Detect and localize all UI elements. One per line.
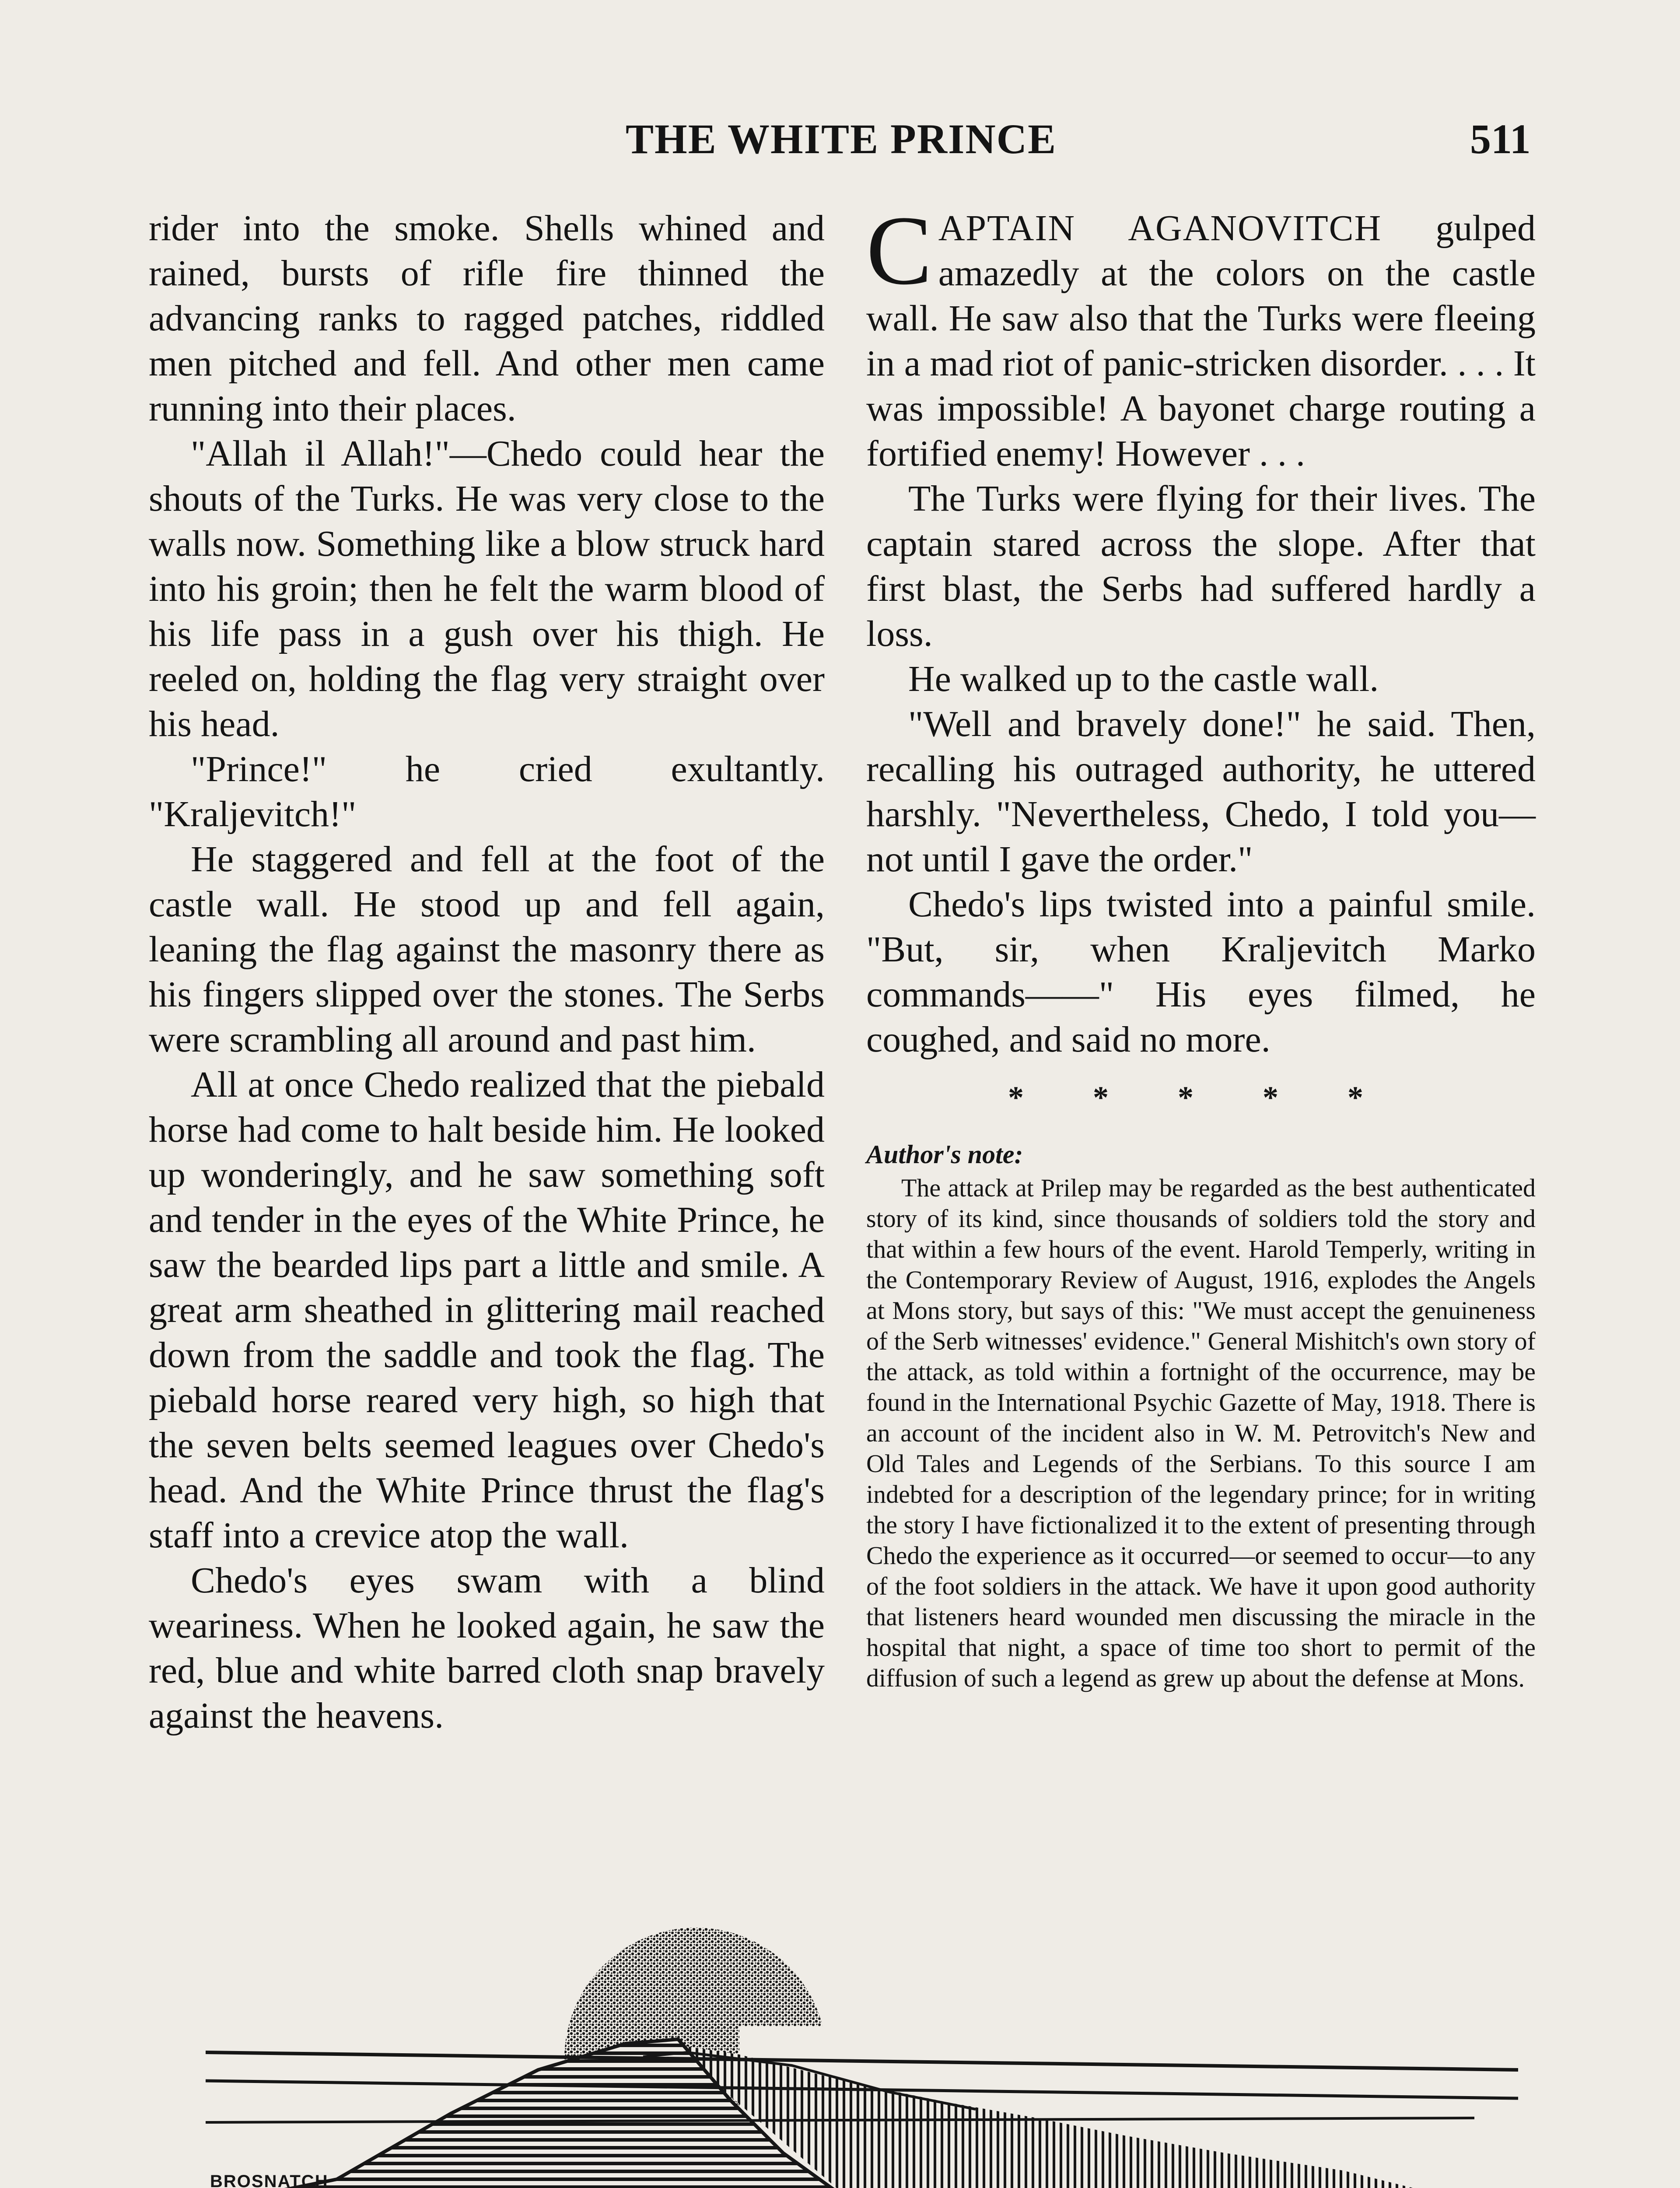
- right-column: [866, 196, 1536, 1694]
- opening-paragraph: [866, 196, 1536, 476]
- authors-note-heading: Author's note:: [866, 1140, 1023, 1169]
- paragraph: Chedo's lips twisted into a painful smile. "But, sir, when Kraljevitch Marko commands——" His eyes filmed, he coughed, and said no more.: [866, 884, 1536, 1060]
- running-title: THE WHITE PRINCE: [626, 116, 1057, 162]
- authors-note-body: The attack at Prilep may be regarded as the best authenticated story of its kind, since thousands of soldiers told the story and that within a few hours of the event. Harold Temperly, writing in the Contemporary Review of August, 1916, explodes the Angels at Mons story, but says of this: "We must accept the genuineness of the Serb witnesses' evidence." General Mishitch's own story of the attack, as told within a fortnight of the occurrence, may be found in the International Psychic Gazette of May, 1918. There is an account of the incident also in W. M. Petrovitch's New and Old Tales and Legends of the Serbians. To this source I am indebted for a description of the legendary prince; for in writing the story I have fictionalized it to the extent of presenting through Chedo the experience as it occurred—or seemed to occur—to any of the foot soldiers in the attack. We have it upon good authority that listeners heard wounded men discussing the miracle in the hospital that night, a space of time too short to permit of the diffusion of such a legend as grew up about the defense at Mons.: [866, 1174, 1536, 1692]
- paragraph: "Well and bravely done!" he said. Then, recalling his outraged authority, he uttered harshly. "Nevertheless, Chedo, I told you—not until I gave the order.": [866, 704, 1536, 880]
- paragraph: "Prince!" he cried exultantly. "Kraljevitch!": [149, 749, 825, 835]
- paragraph: The Turks were flying for their lives. The captain stared across the slope. After that first blast, the Serbs had suffered hardly a loss.: [866, 478, 1536, 654]
- section-separator: * * * * *: [1008, 1080, 1394, 1115]
- paragraph: He walked up to the castle wall.: [908, 659, 1379, 699]
- drop-cap: C: [866, 196, 932, 305]
- opening-text: gulped amazedly at the colors on the castle wall. He saw also that the Turks were fleeing in a mad riot of panic-stricken disorder. . . . It was impossible! A bayonet charge routing a fortified enemy! However . . .: [866, 208, 1536, 474]
- landscape-illustration: [206, 1925, 1518, 2188]
- paragraph: All at once Chedo realized that the piebald horse had come to halt beside him. He looked up wonderingly, and he saw something soft and tender in the eyes of the White Prince, he saw the bearded lips part a little and smile. A great arm sheathed in glittering mail reached down from the saddle and took the flag. The piebald horse reared very high, so high that the seven belts seemed leagues over Chedo's head. And the White Prince thrust the flag's staff into a crevice atop the wall.: [149, 1064, 825, 1556]
- artist-signature: BROSNATCH: [210, 2172, 329, 2188]
- paragraph: He staggered and fell at the foot of the castle wall. He stood up and fell again, leaning the flag against the masonry there as his fingers slipped over the stones. The Serbs were scrambling all around and past him.: [149, 839, 825, 1060]
- paragraph: rider into the smoke. Shells whined and rained, bursts of rifle fire thinned the advancing ranks to ragged patches, riddled men pitched and fell. And other men came running into their places.: [149, 208, 825, 429]
- opening-small-caps: APTAIN AGANOVITCH: [938, 208, 1382, 249]
- paragraph: "Allah il Allah!"—Chedo could hear the shouts of the Turks. He was very close to the walls now. Something like a blow struck hard into his groin; then he felt the warm blood of his life pass in a gush over his thigh. He reeled on, holding the flag very straight over his head.: [149, 433, 825, 744]
- paragraph: Chedo's eyes swam with a blind weariness. When he looked again, he saw the red, blue and white barred cloth snap bravely against the heavens.: [149, 1560, 825, 1736]
- page-number: 511: [1470, 116, 1531, 162]
- left-column: [149, 206, 825, 1738]
